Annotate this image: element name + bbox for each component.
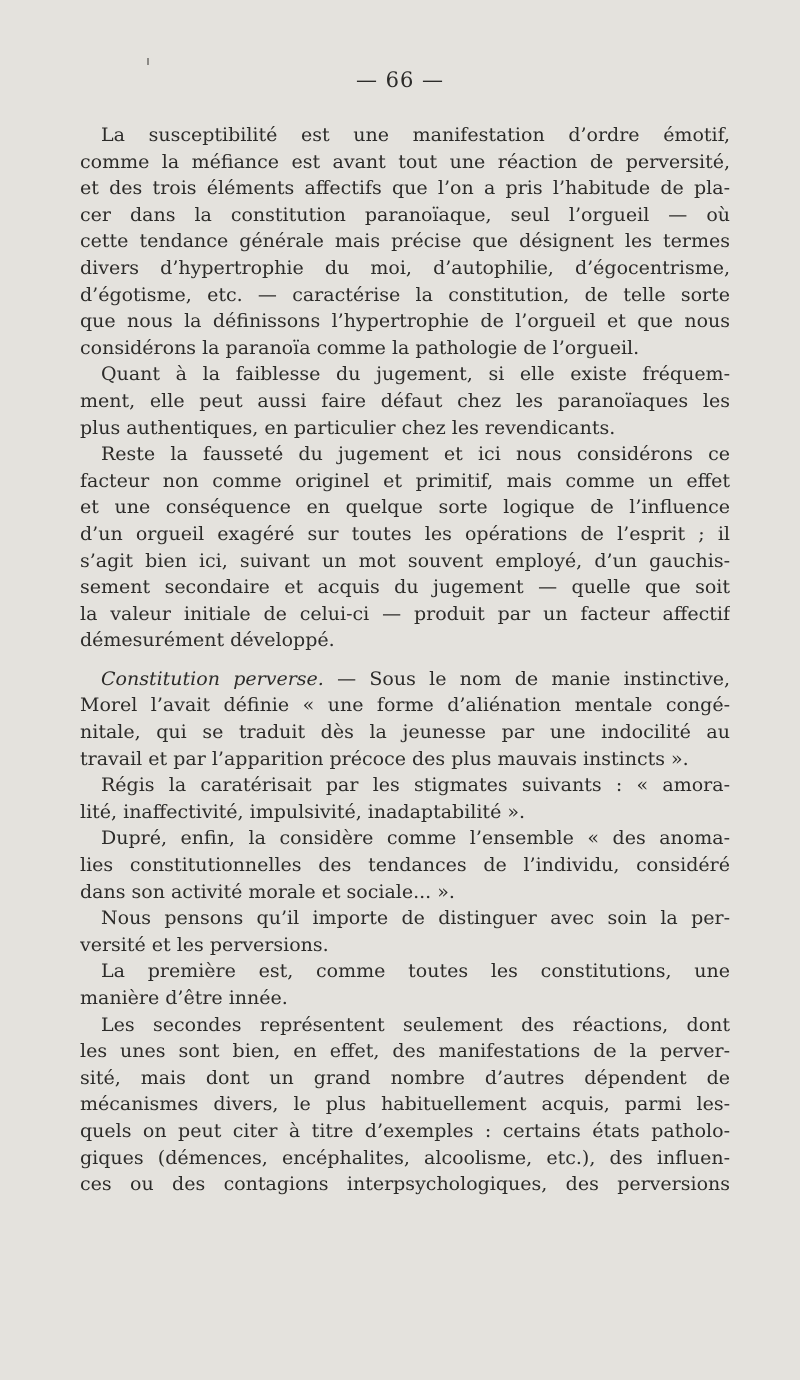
paragraph-faussete <box>80 441 730 654</box>
text-line: cette tendance générale mais précise que désignent les termes <box>80 230 730 253</box>
text-line: giques (démences, encéphalites, alcoolisme, etc.), des influen- <box>80 1146 730 1169</box>
text-line: quels on peut citer à titre d’exemples : certains états patholo- <box>80 1119 730 1142</box>
text-line: facteur non comme originel et primitif, mais comme un effet <box>80 469 730 492</box>
page-number: — 66 — <box>355 68 445 92</box>
text-line: la valeur initiale de celui-ci — produit par un facteur affectif <box>80 602 730 625</box>
text-line: Les secondes représentent seulement des réactions, dont <box>101 1013 730 1036</box>
paragraph-premiere <box>80 958 730 1011</box>
text-line: Dupré, enfin, la considère comme l’ensemble « des anoma- <box>101 827 730 850</box>
text-line: manière d’être innée. <box>80 987 288 1009</box>
section-gap <box>80 654 730 666</box>
text-line: nitale, qui se traduit dès la jeunesse par une indocilité au <box>80 721 730 744</box>
text-line: et des trois éléments affectifs que l’on a pris l’habitude de pla- <box>80 177 730 200</box>
section-title: Constitution perverse. <box>101 667 324 690</box>
text-line: divers d’hypertrophie du moi, d’autophilie, d’égocentrisme, <box>80 256 730 279</box>
text-line: d’un orgueil exagéré sur toutes les opérations de l’esprit ; il <box>80 522 730 545</box>
text-line: sement secondaire et acquis du jugement — quelle que soit <box>80 576 730 599</box>
paragraph-secondes <box>80 1012 730 1198</box>
text-line: ment, elle peut aussi faire défaut chez les paranoïaques les <box>80 389 730 412</box>
text-line: La susceptibilité est une manifestation d’ordre émotif, <box>101 124 730 146</box>
text-line: comme la méfiance est avant tout une réaction de perversité, <box>80 150 730 173</box>
text-line: mécanismes divers, le plus habituellement acquis, parmi les- <box>80 1093 730 1116</box>
text-line: dans son activité morale et sociale... ». <box>80 880 455 903</box>
text-line: Reste la fausseté du jugement et ici nous considérons ce <box>101 443 730 466</box>
text-line <box>80 666 730 693</box>
paragraph-dupre <box>80 825 730 905</box>
text-line: cer dans la constitution paranoïaque, seul l’orgueil — où <box>80 203 730 226</box>
text-line: les unes sont bien, en effet, des manifestations de la perver- <box>80 1040 730 1063</box>
section-title-continuation: — Sous le nom de manie instinctive, <box>323 667 730 690</box>
text-line: travail et par l’apparition précoce des plus mauvais instincts ». <box>80 747 689 770</box>
text-line: lité, inaffectivité, impulsivité, inadaptabilité ». <box>80 800 526 823</box>
body-text <box>80 122 730 1198</box>
text-line: que nous la définissons l’hypertrophie de l’orgueil et que nous <box>80 310 730 333</box>
text-line: Nous pensons qu’il importe de distinguer avec soin la per- <box>101 907 730 930</box>
text-line: considérons la paranoïa comme la pathologie de l’orgueil. <box>80 336 640 359</box>
text-line: s’agit bien ici, suivant un mot souvent employé, d’un gauchis- <box>80 549 730 572</box>
text-line: démesurément développé. <box>80 629 335 652</box>
paragraph-susceptibilite <box>80 122 730 361</box>
text-line: versité et les perversions. <box>80 933 329 956</box>
text-line: Régis la caratérisait par les stigmates suivants : « amora- <box>101 774 730 797</box>
text-line: et une conséquence en quelque sorte logique de l’influence <box>80 496 730 519</box>
text-line: d’égotisme, etc. — caractérise la constitution, de telle sorte <box>80 283 730 306</box>
text-line: sité, mais dont un grand nombre d’autres dépendent de <box>80 1066 730 1089</box>
text-line: plus authentiques, en particulier chez les revendicants. <box>80 416 616 439</box>
text-line: Morel l’avait définie « une forme d’aliénation mentale congé- <box>80 694 730 717</box>
paragraph-distinguer <box>80 905 730 958</box>
text-line: ces ou des contagions interpsychologiques, des perversions <box>80 1173 730 1196</box>
text-line: La première est, comme toutes les constitutions, une <box>101 960 730 983</box>
text-line: Quant à la faiblesse du jugement, si elle existe fréquem- <box>101 363 730 386</box>
paragraph-regis <box>80 772 730 825</box>
paragraph-constitution-perverse <box>80 666 730 772</box>
paragraph-faiblesse <box>80 361 730 441</box>
page-speck <box>147 58 149 65</box>
text-line: lies constitutionnelles des tendances de l’individu, considéré <box>80 854 730 877</box>
